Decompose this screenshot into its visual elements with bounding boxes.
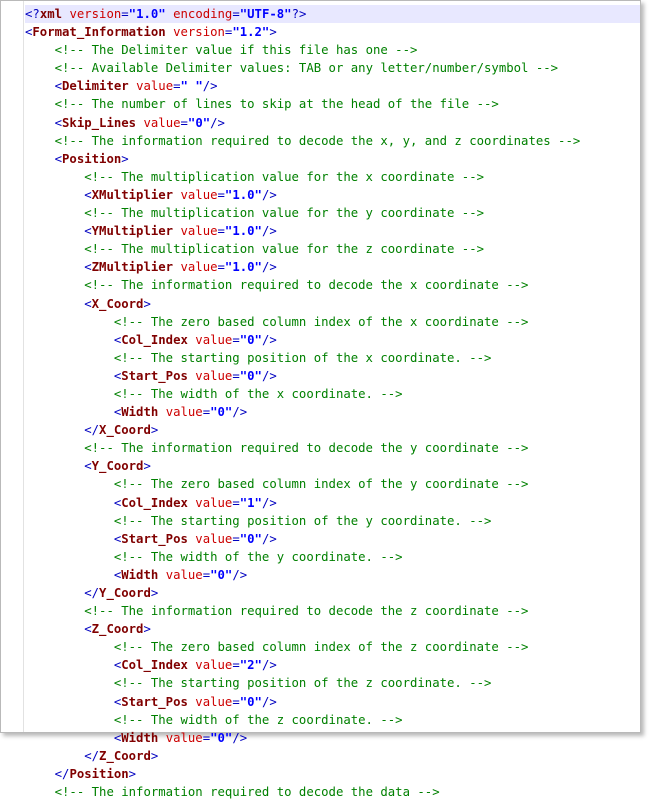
code-token-punct: < <box>25 25 33 40</box>
code-indent <box>25 79 55 93</box>
code-token-eq: = <box>217 260 225 275</box>
code-indent <box>25 224 84 238</box>
code-indent <box>25 242 84 256</box>
code-token-tag: Start_Pos <box>121 531 188 546</box>
code-token-val: "0" <box>239 694 262 709</box>
code-line[interactable] <box>25 512 640 530</box>
code-line[interactable] <box>25 5 640 23</box>
code-token-comment: <!-- The multiplication value for the y coordinate --> <box>84 206 485 221</box>
code-indent <box>25 496 114 510</box>
code-token-val: "1.0" <box>224 224 262 239</box>
code-token-punct: < <box>84 260 92 275</box>
code-token-tag: X_Coord <box>99 423 151 438</box>
code-token-eq: = <box>180 115 188 130</box>
code-token-attr: encoding <box>173 7 233 21</box>
code-line[interactable] <box>25 729 640 747</box>
code-token-punct: </ <box>84 586 100 600</box>
code-token-tag: Z_Coord <box>99 748 151 763</box>
code-token-tag: Format_Information <box>32 25 166 40</box>
code-token-tag: Width <box>121 405 159 420</box>
code-token-attr: version <box>173 25 225 40</box>
code-token-tag: Y_Coord <box>99 586 151 600</box>
code-indent <box>25 188 84 202</box>
code-indent <box>25 369 114 383</box>
code-token-eq: = <box>202 730 211 745</box>
code-token-punct: > <box>128 766 137 781</box>
code-token-comment: <!-- The starting position of the y coordinate. --> <box>113 513 492 528</box>
code-line[interactable] <box>25 222 640 240</box>
code-token-punct: > <box>143 459 151 474</box>
code-token-tag: Col_Index <box>121 658 188 673</box>
code-token-punct: </ <box>84 423 100 438</box>
code-line[interactable] <box>25 132 640 150</box>
code-indent <box>25 676 114 690</box>
code-token-val: "0" <box>239 531 262 546</box>
code-token-eq: = <box>202 405 211 420</box>
code-line[interactable] <box>25 295 640 313</box>
code-indent <box>25 622 84 636</box>
code-line[interactable] <box>25 367 640 385</box>
code-line[interactable] <box>25 747 640 765</box>
code-line[interactable] <box>25 403 640 421</box>
code-token-tag: Delimiter <box>62 79 129 94</box>
code-token-comment: <!-- The starting position of the z coordinate. --> <box>113 676 492 691</box>
code-token-eq: = <box>232 658 240 673</box>
code-token-val: "0" <box>210 730 233 745</box>
code-line[interactable] <box>25 783 640 801</box>
code-indent <box>25 785 55 799</box>
code-token-comment: <!-- The multiplication value for the z coordinate --> <box>84 242 485 257</box>
code-token-punct: /> <box>261 368 277 383</box>
code-token-comment: <!-- The information required to decode the z coordinate --> <box>84 604 529 619</box>
code-token-val: "0" <box>187 115 211 130</box>
code-indent <box>25 423 84 437</box>
editor-gutter <box>1 1 24 732</box>
code-token-comment: <!-- The information required to decode the x, y, and z coordinates --> <box>54 133 581 148</box>
code-token-comment: <!-- The information required to decode the data --> <box>54 785 440 800</box>
code-indent <box>25 152 55 166</box>
code-token-eq: = <box>217 187 225 202</box>
code-token-punct: <? <box>25 7 40 21</box>
code-token-attr: value <box>195 332 233 347</box>
code-token-tag: X_Coord <box>91 296 144 311</box>
code-token-punct: < <box>113 694 122 709</box>
code-token-val: "1.0" <box>224 187 262 202</box>
code-token-punct: /> <box>261 658 277 673</box>
code-token-attr: value <box>165 405 203 420</box>
code-token-tag: Width <box>121 567 159 582</box>
code-token-val: "0" <box>210 405 233 420</box>
code-token-eq: = <box>232 694 240 709</box>
code-token-punct: < <box>113 658 122 673</box>
code-token-plain <box>129 79 136 93</box>
code-token-decl: xml <box>39 7 63 21</box>
code-line[interactable] <box>25 41 640 59</box>
code-indent <box>25 604 84 618</box>
code-line[interactable] <box>25 23 640 41</box>
code-line[interactable] <box>25 168 640 186</box>
code-token-attr: value <box>195 495 233 510</box>
code-token-punct: < <box>113 368 122 383</box>
code-token-attr: value <box>195 694 233 709</box>
code-token-plain <box>166 7 173 21</box>
code-line[interactable] <box>25 204 640 222</box>
code-token-attr: value <box>195 368 233 383</box>
code-token-eq: = <box>173 79 181 94</box>
code-token-comment: <!-- The zero based column index of the z coordinate --> <box>113 640 529 655</box>
code-token-punct: < <box>113 531 122 546</box>
code-token-plain <box>158 731 165 745</box>
code-token-eq: = <box>232 368 240 383</box>
code-indent <box>25 532 114 546</box>
code-line[interactable] <box>25 439 640 457</box>
code-token-tag: Skip_Lines <box>62 115 137 130</box>
code-token-plain <box>158 568 165 582</box>
code-line[interactable] <box>25 276 640 294</box>
code-token-punct: /> <box>232 567 248 582</box>
code-token-val: "UTF-8" <box>239 7 292 21</box>
code-token-comment: <!-- The zero based column index of the x coordinate --> <box>113 314 529 329</box>
code-token-attr: value <box>195 531 233 546</box>
code-token-comment: <!-- The zero based column index of the y coordinate --> <box>113 477 529 492</box>
code-token-tag: Y_Coord <box>91 459 144 474</box>
code-line[interactable] <box>25 95 640 113</box>
code-token-punct: > <box>150 748 159 763</box>
code-token-plain <box>158 405 165 419</box>
code-indent <box>25 459 84 473</box>
code-indent <box>25 351 114 365</box>
code-indent <box>25 405 114 419</box>
code-token-comment: <!-- The information required to decode the y coordinate --> <box>84 441 529 456</box>
code-content[interactable] <box>25 1 640 800</box>
code-indent <box>25 315 114 329</box>
code-token-punct: < <box>54 151 63 166</box>
code-token-punct: </ <box>54 766 70 781</box>
code-indent <box>25 116 55 130</box>
code-token-comment: <!-- The width of the z coordinate. --> <box>113 712 403 727</box>
code-token-tag: Position <box>62 151 122 166</box>
code-token-plain <box>166 25 173 39</box>
code-line[interactable] <box>25 186 640 204</box>
code-token-comment: <!-- The starting position of the x coordinate. --> <box>113 350 492 365</box>
code-token-val: "1.0" <box>128 7 166 21</box>
code-token-eq: = <box>232 7 240 21</box>
code-token-val: "1.2" <box>232 25 270 40</box>
code-token-eq: = <box>202 567 211 582</box>
code-indent <box>25 333 114 347</box>
code-line[interactable] <box>25 77 640 95</box>
code-token-comment: <!-- The width of the y coordinate. --> <box>113 549 403 564</box>
code-indent <box>25 97 55 111</box>
code-token-eq: = <box>232 332 240 347</box>
code-token-punct: < <box>113 405 122 420</box>
code-token-val: "2" <box>239 658 262 673</box>
code-indent <box>25 658 114 672</box>
code-line[interactable] <box>25 765 640 783</box>
code-line[interactable] <box>25 421 640 439</box>
code-line[interactable] <box>25 457 640 475</box>
code-token-punct: > <box>150 586 159 600</box>
code-line[interactable] <box>25 674 640 692</box>
code-token-punct: </ <box>84 748 100 763</box>
code-token-punct: /> <box>261 260 277 275</box>
code-token-comment: <!-- The multiplication value for the x coordinate --> <box>84 169 485 184</box>
code-token-punct: /> <box>261 187 277 202</box>
code-line[interactable] <box>25 349 640 367</box>
code-token-eq: = <box>121 7 129 21</box>
code-line[interactable] <box>25 59 640 77</box>
code-line[interactable] <box>25 385 640 403</box>
code-token-punct: ?> <box>291 7 307 21</box>
code-token-punct: < <box>113 495 122 510</box>
code-token-attr: value <box>180 224 218 239</box>
code-token-punct: /> <box>261 495 277 510</box>
code-token-punct: < <box>84 296 92 311</box>
code-token-eq: = <box>217 224 225 239</box>
code-token-eq: = <box>224 25 233 40</box>
code-indent <box>25 43 55 57</box>
code-token-punct: /> <box>210 115 225 130</box>
code-indent <box>25 61 55 75</box>
code-token-tag: Col_Index <box>121 332 188 347</box>
code-indent <box>25 731 114 745</box>
code-line[interactable] <box>25 656 640 674</box>
code-token-attr: value <box>165 567 203 582</box>
code-token-tag: ZMultiplier <box>91 260 174 275</box>
code-line[interactable] <box>25 240 640 258</box>
code-token-attr: value <box>180 187 218 202</box>
code-token-punct: > <box>121 151 129 166</box>
code-indent <box>25 170 84 184</box>
code-indent <box>25 568 114 582</box>
code-token-tag: YMultiplier <box>91 224 174 239</box>
code-token-punct: < <box>54 115 63 130</box>
code-line[interactable] <box>25 548 640 566</box>
code-token-punct: /> <box>261 332 277 347</box>
code-token-punct: /> <box>261 224 277 239</box>
code-line[interactable] <box>25 711 640 729</box>
code-token-val: "0" <box>210 567 233 582</box>
code-token-punct: > <box>143 296 151 311</box>
code-token-punct: < <box>84 622 92 637</box>
code-token-tag: Position <box>69 766 129 781</box>
code-indent <box>25 441 84 455</box>
code-token-val: "1.0" <box>224 260 262 275</box>
code-token-punct: /> <box>261 531 277 546</box>
code-line[interactable] <box>25 584 640 602</box>
code-token-tag: XMultiplier <box>91 187 174 202</box>
code-line[interactable] <box>25 638 640 656</box>
code-token-attr: value <box>195 658 233 673</box>
code-line[interactable] <box>25 258 640 276</box>
code-indent <box>25 514 114 528</box>
code-token-val: " " <box>180 79 203 94</box>
code-token-punct: < <box>54 79 63 94</box>
code-token-val: "0" <box>239 332 262 347</box>
code-indent <box>25 477 114 491</box>
code-token-comment: <!-- The number of lines to skip at the head of the file --> <box>54 97 499 112</box>
code-line[interactable] <box>25 530 640 548</box>
code-indent <box>25 387 114 401</box>
code-token-attr: value <box>143 115 181 130</box>
code-indent <box>25 767 55 781</box>
code-token-punct: > <box>269 25 277 40</box>
code-token-tag: Z_Coord <box>91 622 144 637</box>
code-token-punct: /> <box>261 694 277 709</box>
code-token-tag: Col_Index <box>121 495 188 510</box>
code-indent <box>25 297 84 311</box>
code-line[interactable] <box>25 331 640 349</box>
code-line[interactable] <box>25 475 640 493</box>
code-token-punct: < <box>113 730 122 745</box>
code-token-comment: <!-- Available Delimiter values: TAB or any letter/number/symbol --> <box>54 61 559 76</box>
code-indent <box>25 713 114 727</box>
code-indent <box>25 278 84 292</box>
code-indent <box>25 695 114 709</box>
code-line[interactable] <box>25 313 640 331</box>
code-line[interactable] <box>25 566 640 584</box>
code-indent <box>25 640 114 654</box>
code-token-eq: = <box>232 531 240 546</box>
code-token-punct: /> <box>232 405 248 420</box>
code-indent <box>25 749 84 763</box>
code-token-attr: version <box>69 7 122 21</box>
code-line[interactable] <box>25 693 640 711</box>
code-token-val: "0" <box>239 368 262 383</box>
code-token-punct: < <box>113 332 122 347</box>
code-token-punct: > <box>150 423 159 438</box>
code-token-attr: value <box>165 730 203 745</box>
code-token-attr: value <box>180 260 218 275</box>
code-token-punct: < <box>84 459 92 474</box>
code-token-tag: Start_Pos <box>121 694 188 709</box>
code-token-comment: <!-- The width of the x coordinate. --> <box>113 386 403 401</box>
code-token-punct: < <box>84 187 92 202</box>
code-line[interactable] <box>25 114 640 132</box>
code-indent <box>25 586 84 600</box>
code-line[interactable] <box>25 620 640 638</box>
code-indent <box>25 134 55 148</box>
code-token-tag: Width <box>121 730 159 745</box>
code-token-attr: value <box>136 79 174 94</box>
code-token-punct: > <box>143 622 151 637</box>
code-indent <box>25 260 84 274</box>
code-token-tag: Start_Pos <box>121 368 188 383</box>
code-token-eq: = <box>232 495 240 510</box>
code-line[interactable] <box>25 602 640 620</box>
code-line[interactable] <box>25 494 640 512</box>
code-token-punct: < <box>113 567 122 582</box>
code-token-punct: < <box>84 224 92 239</box>
code-token-comment: <!-- The Delimiter value if this file has one --> <box>54 43 418 58</box>
code-indent <box>25 206 84 220</box>
code-token-comment: <!-- The information required to decode the x coordinate --> <box>84 278 529 293</box>
code-token-punct: /> <box>232 730 248 745</box>
code-token-val: "1" <box>239 495 262 510</box>
code-indent <box>25 550 114 564</box>
code-token-punct: /> <box>202 79 218 94</box>
code-line[interactable] <box>25 150 640 168</box>
